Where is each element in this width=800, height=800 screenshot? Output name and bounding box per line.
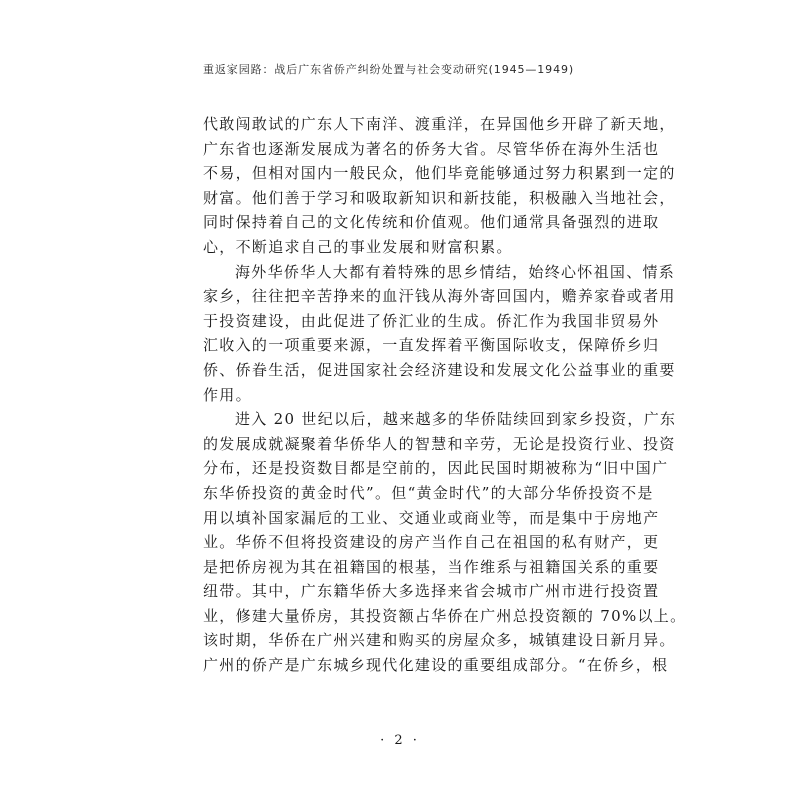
text-line: 该时期，华侨在广州兴建和购买的房屋众多，城镇建设日新月异。 — [203, 631, 676, 650]
text-line: 纽带。其中，广东籍华侨大多选择来省会城市广州市进行投资置 — [203, 582, 660, 601]
body-text — [203, 112, 687, 678]
text-line: 分布，还是投资数目都是空前的，因此民国时期被称为“旧中国广 — [203, 459, 669, 478]
text-line: 代敢闯敢试的广东人下南洋、渡重洋，在异国他乡开辟了新天地， — [203, 115, 676, 133]
text-line: 作用。 — [203, 385, 252, 404]
text-line: 业。华侨不但将投资建设的房产当作自己在祖国的私有财产，更 — [203, 533, 660, 552]
text-line: 财富。他们善于学习和吸取新知识和新技能，积极融入当地社会， — [203, 188, 676, 207]
text-line: 侨、侨眷生活，促进国家社会经济建设和发展文化公益事业的重要 — [203, 360, 676, 379]
text-line: 同时保持着自己的文化传统和价值观。他们通常具备强烈的进取 — [203, 213, 660, 232]
text-line: 进入 20 世纪以后，越来越多的华侨陆续回到家乡投资，广东 — [235, 410, 677, 429]
text-line: 的发展成就凝聚着华侨华人的智慧和辛劳，无论是投资行业、投资 — [203, 434, 676, 453]
text-line: 于投资建设，由此促进了侨汇业的生成。侨汇作为我国非贸易外 — [203, 311, 660, 330]
page-number: · 2 · — [380, 733, 420, 748]
text-line: 家乡，往往把辛苦挣来的血汗钱从海外寄回国内，赡养家眷或者用 — [203, 287, 676, 306]
running-header: 重返家园路：战后广东省侨产纠纷处置与社会变动研究(1945—1949) — [203, 63, 575, 76]
text-line: 业，修建大量侨房，其投资额占华侨在广州总投资额的 70%以上。 — [203, 606, 687, 625]
text-line: 用以填补国家漏卮的工业、交通业或商业等，而是集中于房地产 — [203, 508, 660, 527]
text-line: 是把侨房视为其在祖籍国的根基，当作维系与祖籍国关系的重要 — [203, 557, 660, 576]
text-line: 广东省也逐渐发展成为著名的侨务大省。尽管华侨在海外生活也 — [203, 139, 660, 158]
text-line: 心，不断追求自己的事业发展和财富积累。 — [203, 237, 513, 256]
text-line: 广州的侨产是广东城乡现代化建设的重要组成部分。“在侨乡，根 — [203, 656, 669, 675]
text-line: 海外华侨华人大都有着特殊的思乡情结，始终心怀祖国、情系 — [235, 262, 676, 281]
text-line: 东华侨投资的黄金时代”。但“黄金时代”的大部分华侨投资不是 — [203, 483, 654, 502]
text-line: 汇收入的一项重要来源，一直发挥着平衡国际收支，保障侨乡归 — [203, 336, 660, 355]
text-line: 不易，但相对国内一般民众，他们毕竟能够通过努力积累到一定的 — [203, 164, 676, 183]
